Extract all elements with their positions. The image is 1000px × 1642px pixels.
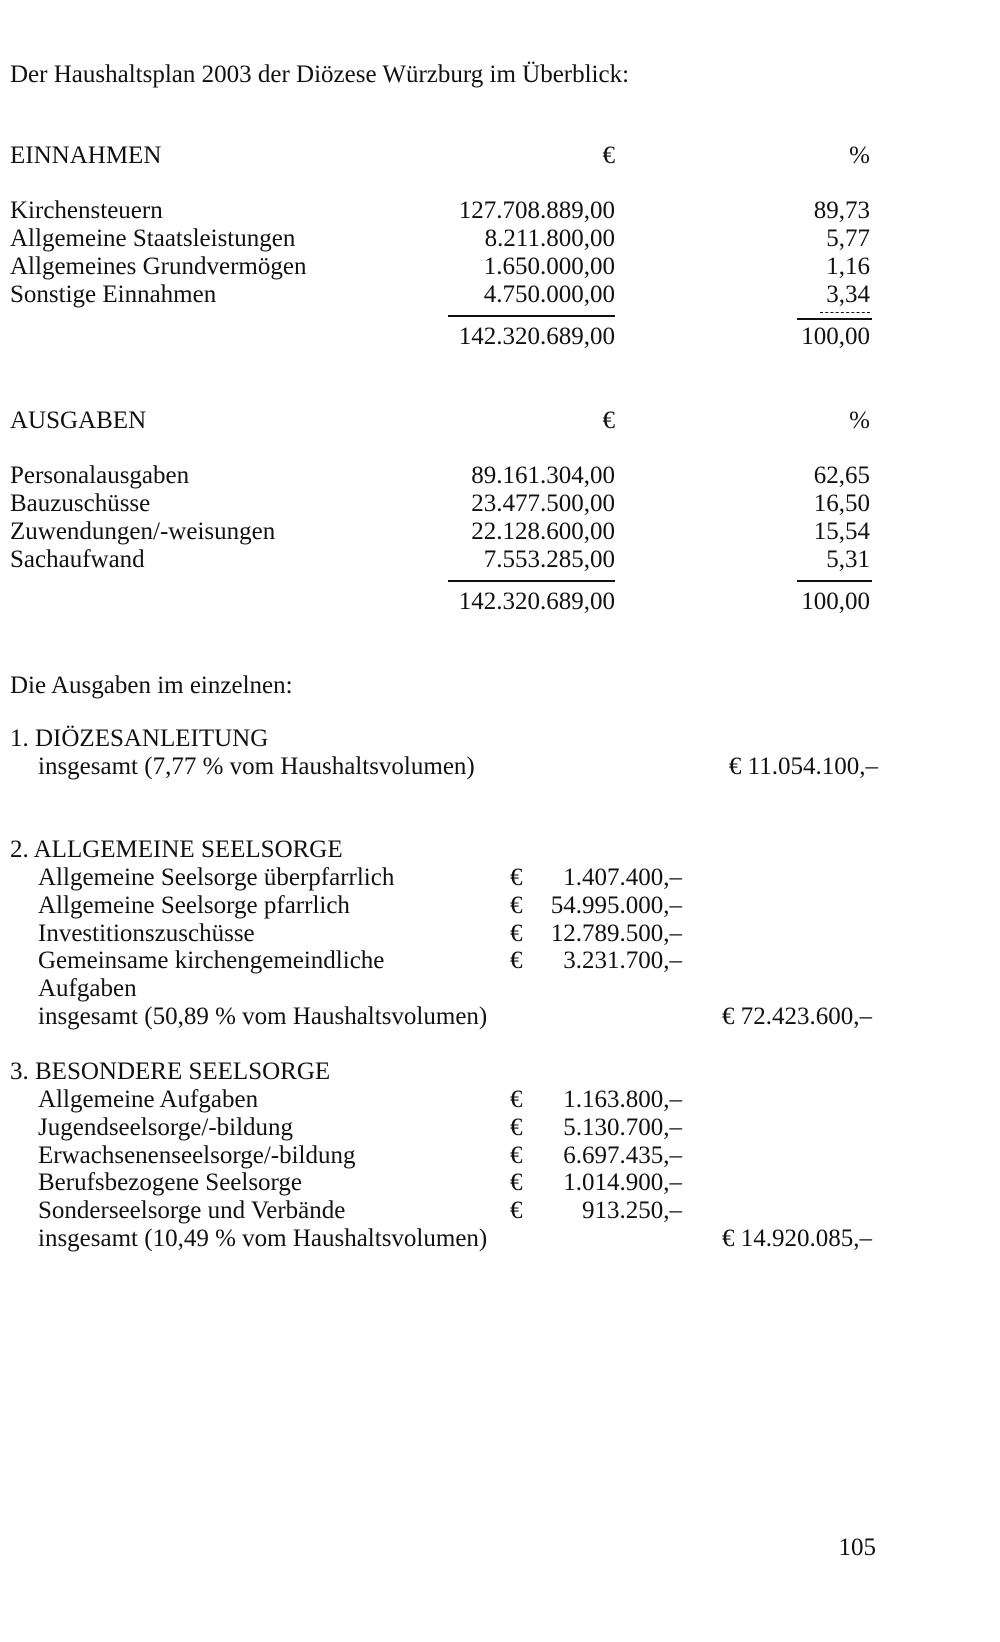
item-currency: €: [510, 1197, 523, 1224]
row-label: Personalausgaben: [10, 462, 190, 489]
item-currency: €: [510, 1114, 523, 1141]
ausgaben-heading: AUSGABEN: [10, 407, 147, 434]
amount-sum-rule: [448, 315, 615, 317]
page-number: 105: [838, 1534, 876, 1561]
currency-symbol: €: [602, 142, 615, 169]
percent-sum-rule: [797, 318, 872, 320]
section-total-label: insgesamt (7,77 % vom Haushaltsvolumen): [38, 753, 475, 780]
percent-sum-rule: [797, 580, 872, 582]
row-label: Kirchensteuern: [10, 197, 163, 224]
item-label: Investitionszuschüsse: [38, 920, 255, 947]
row-label: Bauzuschüsse: [10, 490, 151, 517]
row-amount: 7.553.285,00: [483, 546, 615, 573]
row-label: Sachaufwand: [10, 546, 145, 573]
page-title: Der Haushaltsplan 2003 der Diözese Würzburg im Überblick:: [10, 61, 630, 88]
item-label: Erwachsenenseelsorge/-bildung: [38, 1142, 356, 1169]
item-label: Allgemeine Seelsorge pfarrlich: [38, 892, 350, 919]
item-label: Gemeinsame kirchengemeindliche: [38, 947, 385, 974]
row-percent: 5,31: [826, 546, 870, 573]
item-currency: €: [510, 1169, 523, 1196]
total-percent: 100,00: [801, 588, 870, 615]
section-total-value: € 14.920.085,–: [722, 1225, 872, 1252]
item-currency: €: [510, 864, 523, 891]
item-label: Jugendseelsorge/-bildung: [38, 1114, 294, 1141]
item-currency: €: [510, 1086, 523, 1113]
total-amount: 142.320.689,00: [458, 588, 615, 615]
section-total-value: € 11.054.100,–: [728, 753, 878, 780]
row-amount: 8.211.800,00: [484, 225, 615, 252]
percent-dashed-rule: [820, 312, 870, 313]
item-label-continuation: Aufgaben: [38, 975, 137, 1002]
section-heading: 2. ALLGEMEINE SEELSORGE: [10, 836, 343, 863]
item-value: 1.014.900,–: [563, 1169, 682, 1196]
row-percent: 15,54: [813, 518, 870, 545]
item-value: 5.130.700,–: [563, 1114, 682, 1141]
row-percent: 16,50: [813, 490, 870, 517]
item-currency: €: [510, 1142, 523, 1169]
section-heading: 1. DIÖZESANLEITUNG: [10, 725, 269, 752]
section-total-label: insgesamt (50,89 % vom Haushaltsvolumen): [38, 1003, 488, 1030]
section-heading: 3. BESONDERE SEELSORGE: [10, 1058, 331, 1085]
amount-sum-rule: [448, 580, 615, 582]
row-label: Allgemeines Grundvermögen: [10, 253, 307, 280]
row-percent: 89,73: [813, 197, 870, 224]
item-value: 6.697.435,–: [563, 1142, 682, 1169]
row-percent: 3,34: [826, 281, 870, 308]
item-label: Berufsbezogene Seelsorge: [38, 1169, 303, 1196]
item-label: Sonderseelsorge und Verbände: [38, 1197, 346, 1224]
item-value: 1.163.800,–: [563, 1086, 682, 1113]
item-currency: €: [510, 947, 523, 974]
item-value: 3.231.700,–: [563, 947, 682, 974]
row-amount: 23.477.500,00: [471, 490, 615, 517]
item-label: Allgemeine Aufgaben: [38, 1086, 259, 1113]
einnahmen-heading: EINNAHMEN: [10, 142, 162, 169]
row-percent: 62,65: [813, 462, 870, 489]
total-percent: 100,00: [801, 323, 870, 350]
row-amount: 1.650.000,00: [483, 253, 615, 280]
section-total-value: € 72.423.600,–: [722, 1003, 872, 1030]
item-value: 54.995.000,–: [550, 892, 682, 919]
section-total-label: insgesamt (10,49 % vom Haushaltsvolumen): [38, 1225, 488, 1252]
percent-symbol: %: [849, 407, 870, 434]
item-value: 913.250,–: [582, 1197, 682, 1224]
details-intro: Die Ausgaben im einzelnen:: [10, 672, 293, 699]
row-amount: 89.161.304,00: [471, 462, 615, 489]
item-currency: €: [510, 892, 523, 919]
percent-symbol: %: [849, 142, 870, 169]
row-label: Sonstige Einnahmen: [10, 281, 217, 308]
row-percent: 5,77: [826, 225, 870, 252]
row-amount: 4.750.000,00: [483, 281, 615, 308]
row-amount: 22.128.600,00: [471, 518, 615, 545]
row-amount: 127.708.889,00: [458, 197, 615, 224]
item-label: Allgemeine Seelsorge überpfarrlich: [38, 864, 395, 891]
total-amount: 142.320.689,00: [458, 323, 615, 350]
item-value: 12.789.500,–: [550, 920, 682, 947]
row-label: Zuwendungen/-weisungen: [10, 518, 276, 545]
row-percent: 1,16: [826, 253, 870, 280]
item-currency: €: [510, 920, 523, 947]
row-label: Allgemeine Staatsleistungen: [10, 225, 296, 252]
currency-symbol: €: [602, 407, 615, 434]
item-value: 1.407.400,–: [563, 864, 682, 891]
